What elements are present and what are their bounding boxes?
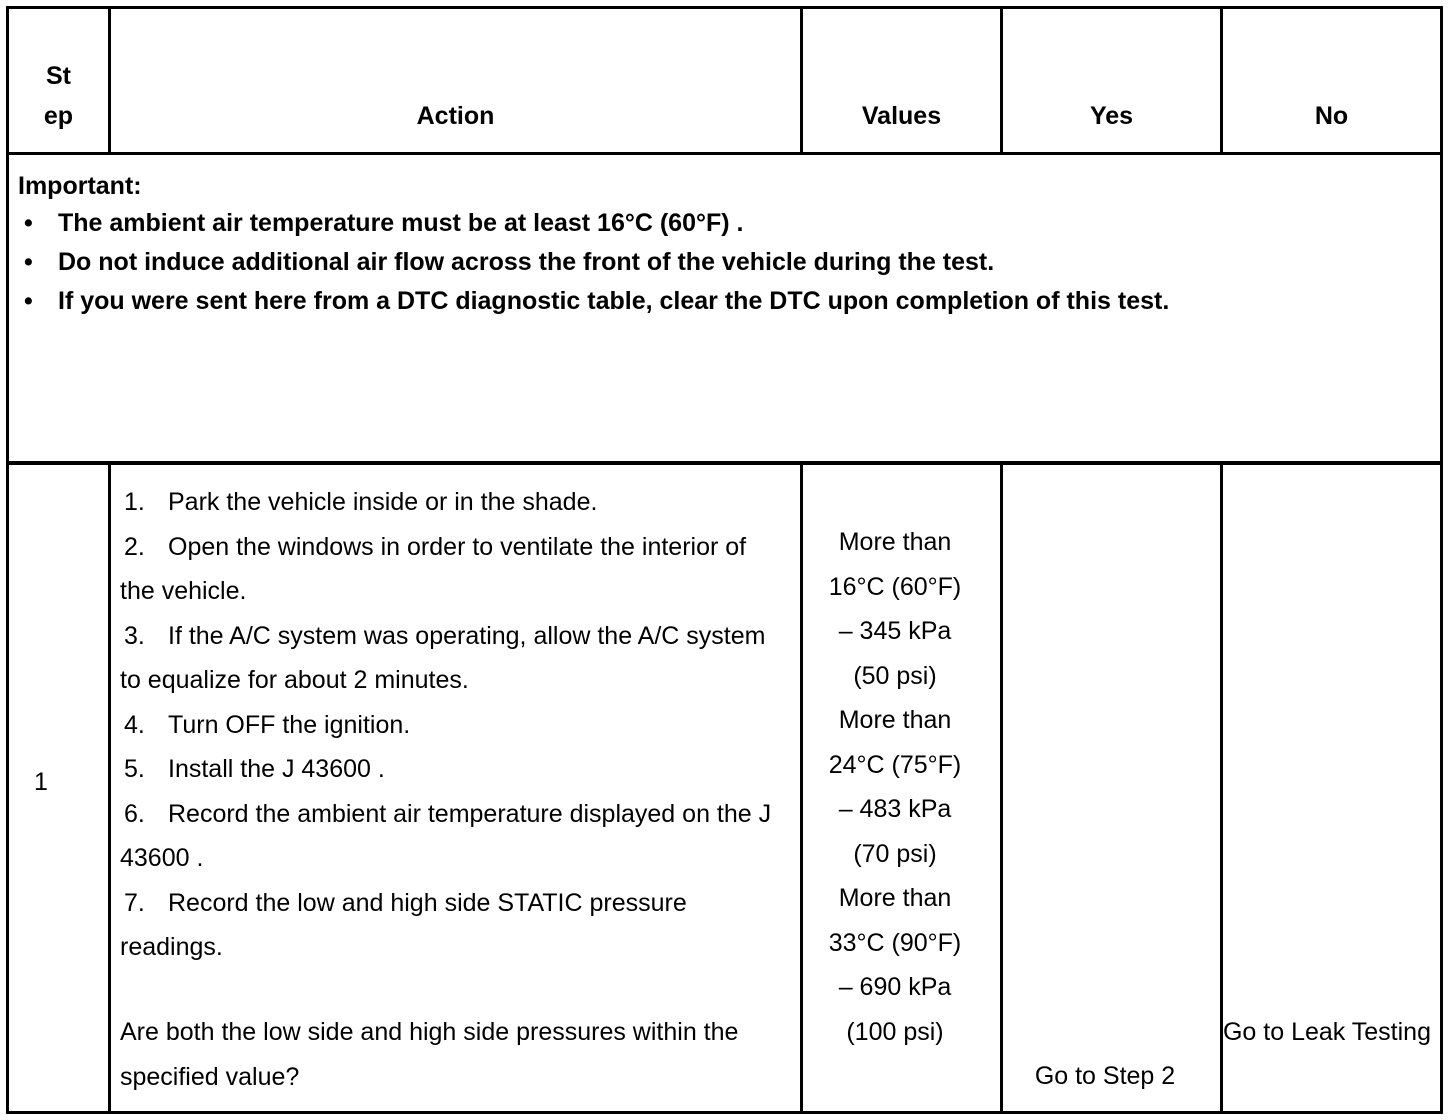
action-item: 3. If the A/C system was operating, allow the A/C system to equalize for about 2 minutes. bbox=[120, 621, 766, 694]
rule-col-step-row1 bbox=[108, 461, 111, 1114]
value-line: 16°C (60°F) bbox=[828, 572, 962, 601]
value-line: – 690 kPa bbox=[838, 973, 952, 1001]
important-title: Important: bbox=[18, 172, 142, 200]
header-no: No bbox=[1314, 102, 1349, 130]
value-line: 33°C (90°F) bbox=[828, 928, 962, 957]
action-item: 6. Record the ambient air temperature displayed on the J 43600 . bbox=[120, 799, 772, 872]
action-item: 5. Install the J 43600 . bbox=[124, 755, 385, 783]
value-line: (100 psi) bbox=[846, 1017, 944, 1046]
value-line: More than bbox=[838, 706, 952, 734]
step-number: 1 bbox=[34, 768, 48, 796]
action-item: 7. Record the low and high side STATIC pressure readings. bbox=[120, 888, 687, 961]
value-line: (70 psi) bbox=[853, 839, 937, 868]
header-action: Action bbox=[416, 102, 495, 130]
rule-left bbox=[6, 6, 9, 1114]
important-note bbox=[18, 168, 1418, 321]
rule-bottom bbox=[6, 1111, 1443, 1114]
value-line: (50 psi) bbox=[853, 661, 937, 690]
important-item: • If you were sent here from a DTC diagnostic table, clear the DTC upon completion of this test. bbox=[18, 282, 1418, 321]
bullet-icon: • bbox=[24, 287, 33, 315]
action-item: 2. Open the windows in order to ventilate the interior of the vehicle. bbox=[120, 532, 747, 605]
action-item: 4. Turn OFF the ignition. bbox=[124, 710, 411, 739]
step-question: Are both the low side and high side pressures within the specified value? bbox=[120, 1018, 739, 1091]
action-list bbox=[120, 480, 780, 970]
value-line: More than bbox=[838, 528, 952, 556]
important-item: • The ambient air temperature must be at least 16°C (60°F) . bbox=[18, 204, 1418, 243]
value-line: 24°C (75°F) bbox=[828, 750, 962, 779]
no-link[interactable]: Go to Leak Testing bbox=[1222, 1018, 1431, 1046]
rule-col-values-row1 bbox=[1000, 461, 1003, 1114]
header-yes: Yes bbox=[1089, 102, 1134, 130]
value-line: More than bbox=[838, 884, 952, 912]
bullet-icon: • bbox=[24, 209, 33, 237]
important-list bbox=[18, 204, 1418, 321]
important-item: • Do not induce additional air flow across the front of the vehicle during the test. bbox=[18, 243, 1418, 282]
value-line: – 483 kPa bbox=[838, 795, 952, 823]
rule-important-bottom bbox=[6, 461, 1443, 465]
header-values: Values bbox=[861, 102, 942, 130]
rule-right bbox=[1440, 6, 1443, 1114]
yes-link[interactable]: Go to Step 2 bbox=[1034, 1062, 1176, 1090]
header-step: St ep bbox=[43, 62, 74, 130]
bullet-icon: • bbox=[24, 248, 33, 276]
value-line: – 345 kPa bbox=[838, 617, 952, 645]
action-item: 1. Park the vehicle inside or in the shade. bbox=[124, 488, 598, 516]
values-cell bbox=[797, 520, 993, 1054]
